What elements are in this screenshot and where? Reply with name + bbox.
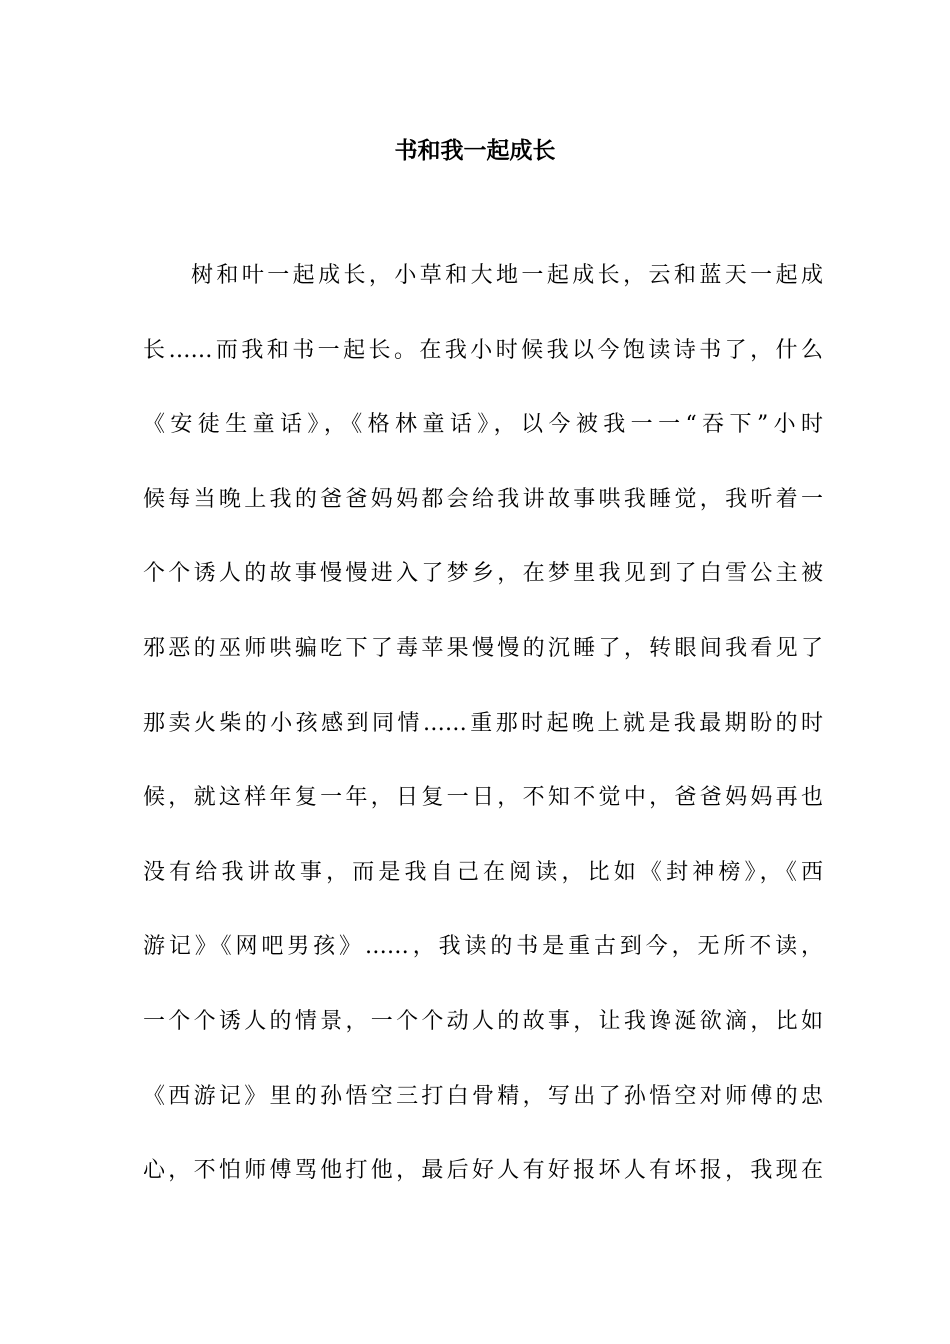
paragraph-line: 《安徒生童话》，《格林童话》，以今被我一一“吞下”小时 [143, 412, 823, 438]
paragraph-line: 《西游记》里的孙悟空三打白骨精，写出了孙悟空对师傅的忠 [143, 1083, 823, 1109]
paragraph-line: 心，不怕师傅骂他打他，最后好人有好报坏人有坏报，我现在 [143, 1158, 823, 1184]
paragraph-line: 长……而我和书一起长。在我小时候我以今饱读诗书了，什么 [143, 337, 823, 363]
paragraph-line: 邪恶的巫师哄骗吃下了毒苹果慢慢的沉睡了，转眼间我看见了 [143, 635, 823, 661]
paragraph-line: 没有给我讲故事，而是我自己在阅读，比如《封神榜》，《西 [143, 859, 823, 885]
paragraph-line: 候，就这样年复一年，日复一日，不知不觉中，爸爸妈妈再也 [143, 785, 823, 811]
paragraph-line: 个个诱人的故事慢慢进入了梦乡，在梦里我见到了白雪公主被 [143, 561, 823, 587]
paragraph-line: 游记》《网吧男孩》……，我读的书是重古到今，无所不读， [143, 934, 823, 960]
paragraph-line: 一个个诱人的情景，一个个动人的故事，让我谗涎欲滴，比如 [143, 1008, 823, 1034]
document-title: 书和我一起成长 [394, 137, 556, 164]
body-paragraph [143, 258, 823, 1228]
paragraph-line: 那卖火柴的小孩感到同情……重那时起晚上就是我最期盼的时 [143, 710, 823, 736]
paragraph-line: 树和叶一起成长，小草和大地一起成长，云和蓝天一起成 [191, 263, 823, 288]
paragraph-line: 候每当晚上我的爸爸妈妈都会给我讲故事哄我睡觉，我听着一 [143, 486, 823, 512]
